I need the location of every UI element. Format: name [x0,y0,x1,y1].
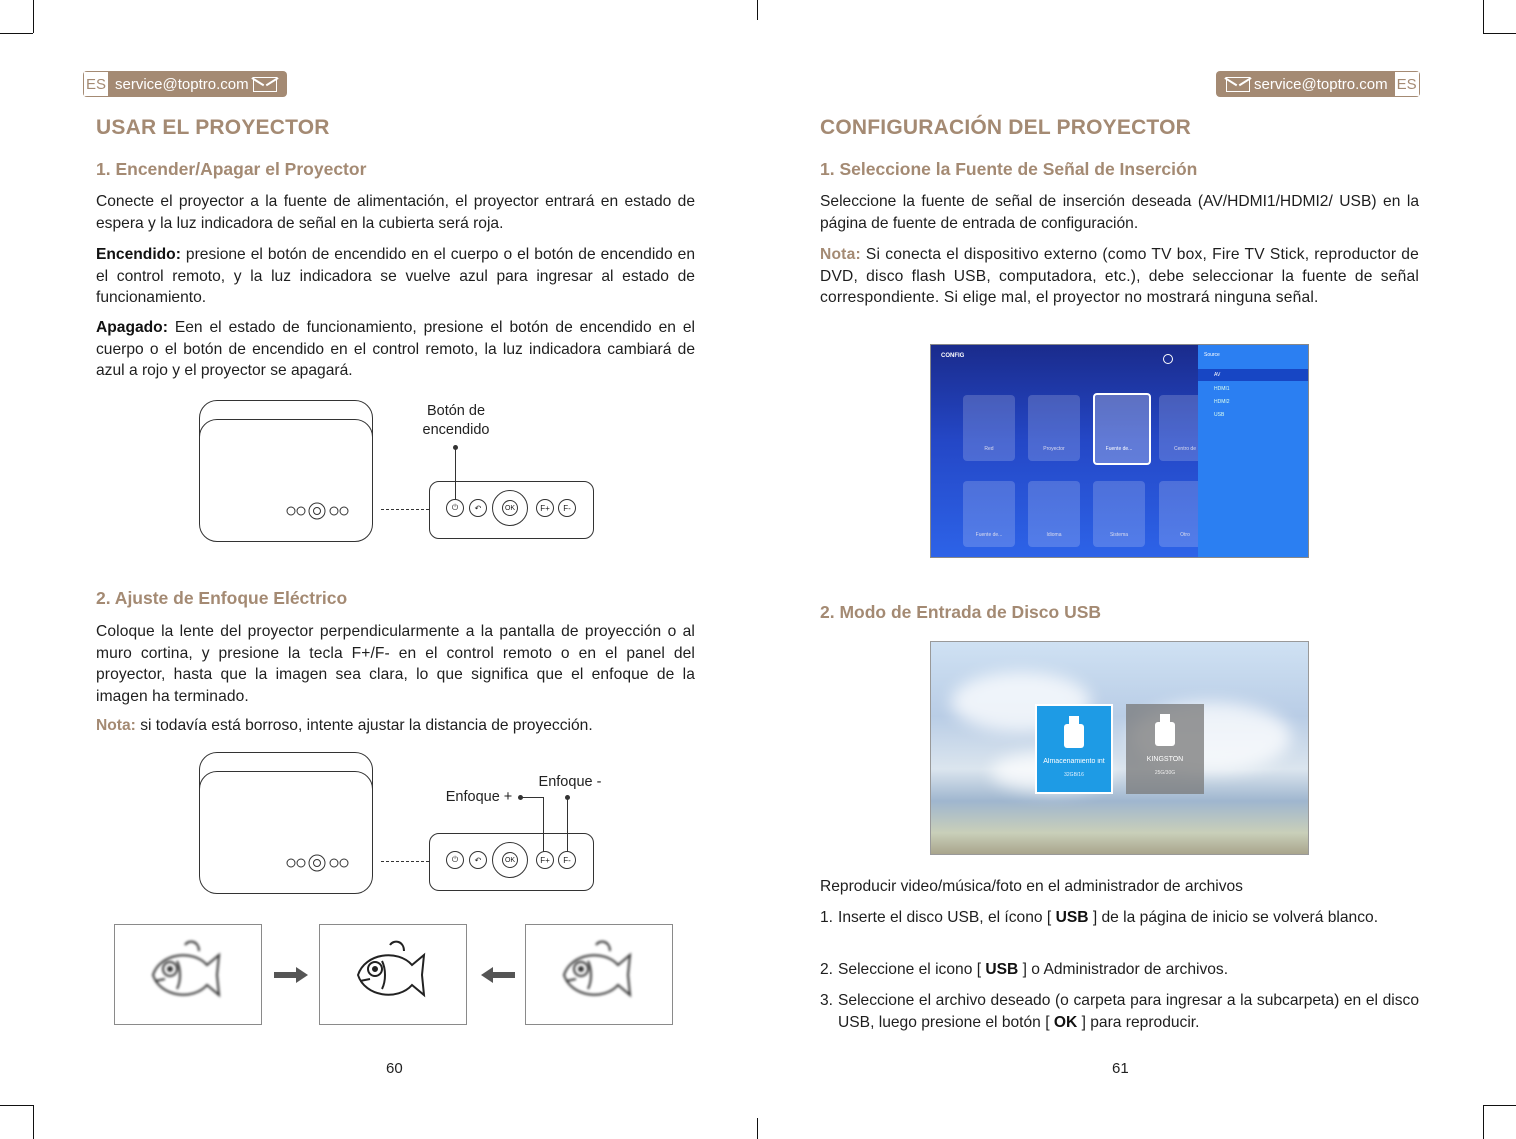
step-key: OK [1053,1013,1078,1031]
step-text-pre: Seleccione el archivo deseado (o carpeta para ingresar a la subcarpeta) en el disco USB, luego presione el botón [ [838,992,1419,1031]
fish-icon [320,925,466,1024]
tile-label: Sistema [1109,532,1129,538]
usb-storage-tile [1126,704,1204,794]
tile-label: Proyector [1043,446,1065,452]
focus-minus-label: Enfoque - [538,774,602,790]
step-text-post: ] para reproducir. [1077,1013,1200,1031]
dashed-connector [381,861,429,862]
language-tag: ES [83,71,109,97]
leader-line [455,448,456,500]
focus-minus-button: F- [558,499,576,517]
focus-plus-button: F+ [536,851,554,869]
menu-title: Source [1204,352,1220,358]
ok-button: OK [502,852,518,868]
note-text: si todavía está borroso, intente ajustar la distancia de proyección. [135,717,593,734]
focus-plus-button: F+ [536,499,554,517]
blurry-image-frame [525,924,673,1025]
arrow-left-icon [477,965,517,985]
step-number: 2. [820,961,834,978]
page-number: 60 [386,1060,403,1077]
fish-icon [526,925,672,1024]
section-heading: 2. Modo de Entrada de Disco USB [820,602,1102,622]
paragraph [96,715,695,737]
tile-label: Idioma [1046,532,1062,538]
crop-mark [1483,1105,1484,1139]
crop-mark [757,0,758,20]
focus-minus-button: F- [558,851,576,869]
note-label: Nota: [96,717,136,734]
usb-capacity: 25G/30G [1154,770,1176,776]
crop-mark [1483,33,1516,34]
crop-mark [33,1105,34,1139]
sharp-image-frame [319,924,467,1025]
section-heading: 1. Encender/Apagar el Proyector [96,159,367,179]
language-tag: ES [1394,71,1420,97]
step-number: 3. [820,992,834,1009]
tile-label: Centro de [1174,446,1196,452]
projector-body [199,419,373,542]
paragraph-text: Een el estado de funcionamiento, presione el botón de encendido en el cuerpo o el botón de encendido en el control remoto, la luz indicadora cambiará de azul a rojo y el proyector se apagará. [96,319,695,380]
usb-name: Almacenamiento int [1043,758,1105,765]
tile-label: Otro [1180,532,1190,538]
crop-mark [0,1105,33,1106]
menu-item: HDMI1 [1214,386,1230,392]
page-number: 61 [1112,1060,1129,1077]
paragraph [96,317,695,382]
step-text-post: ] de la página de inicio se volverá blanco. [1088,909,1379,926]
note-text: Si conecta el dispositivo externo (como TV box, Fire TV Stick, reproductor de DVD, disco flash USB, computadora, etc.), debe seleccionar la fuente de señal correspondiente. Si elige mal, el proyector no mostrará ninguna señal. [820,246,1419,307]
step-text-pre: Seleccione el icono [ [838,961,986,978]
usb-drive-icon [1063,716,1085,748]
blurry-image-frame [114,924,262,1025]
tile-fuente [1093,393,1151,465]
header-email-badge [1216,71,1420,97]
list-item [820,990,1419,1033]
page-title: CONFIGURACIÓN DEL PROYECTOR [820,116,1191,139]
list-item [820,959,1419,981]
dashed-connector [381,509,429,510]
step-text-pre: Inserte el disco USB, el ícono [ [838,909,1056,926]
term-label: Encendido: [96,246,181,263]
paragraph: Reproducir video/música/foto en el administrador de archivos [820,878,1243,895]
arrow-right-icon [272,965,312,985]
ok-button: OK [502,500,518,516]
envelope-icon [1226,77,1250,92]
crop-mark [1483,0,1484,33]
crop-mark [757,1118,758,1139]
back-icon: ↶ [469,499,487,517]
usb-storage-tile [1035,704,1113,794]
list-item [820,907,1419,929]
email-text: service@toptro.com [1254,75,1388,93]
power-icon: ⏻ [446,499,464,517]
config-screenshot [930,344,1309,558]
dpad-icon [492,842,528,878]
crop-mark [1483,1105,1516,1106]
screen-title: CONFIG [941,353,965,359]
term-label: Apagado: [96,319,168,336]
tile-label: Red [984,446,994,452]
focus-plus-label: Enfoque + [445,789,513,805]
section-heading: 2. Ajuste de Enfoque Eléctrico [96,588,348,608]
leader-line [543,797,544,852]
tile-label: Fuente de... [1105,446,1133,452]
power-button-label [404,402,508,440]
source-menu [1198,345,1309,558]
menu-item: HDMI2 [1214,399,1230,405]
envelope-icon [253,77,277,92]
section-heading: 1. Seleccione la Fuente de Señal de Inserción [820,159,1198,179]
header-email-badge [83,71,287,97]
leader-line [567,797,568,852]
leader-line [520,797,544,798]
dpad-icon [492,490,528,526]
projector-mini-panel [285,853,351,873]
paragraph-text: presione el botón de encendido en el cuerpo o el botón de encendido en el control remoto, y la luz indicadora se vuelve azul para ingresar al estado de funcionamiento. [96,246,695,307]
back-icon: ↶ [469,851,487,869]
paragraph: Conecte el proyector a la fuente de alimentación, el proyector entrará en estado de espera y la luz indicadora de señal en la cubierta será roja. [96,193,695,232]
support-email [109,71,287,97]
fish-icon [115,925,261,1024]
projector-mini-panel [285,501,351,521]
projector-body [199,771,373,894]
step-text [838,959,1419,981]
usb-name: KINGSTON [1146,756,1184,763]
crop-mark [0,33,33,34]
label-line: encendido [422,422,490,438]
paragraph: Seleccione la fuente de señal de inserción deseada (AV/HDMI1/HDMI2/ USB) en la página de fuente de entrada de configuración. [820,193,1419,232]
menu-item: AV [1214,372,1221,378]
label-line: Botón de [426,403,486,419]
step-text [838,990,1419,1033]
note-label: Nota: [820,246,861,263]
step-key: USB [1055,909,1089,926]
crop-mark [33,0,34,33]
paragraph: Coloque la lente del proyector perpendicularmente a la pantalla de proyección o al muro cortina, y presione la tecla F+/F- en el control remoto o en el panel del proyector, hasta que la imagen sea clara, lo que significa que el enfoque de la imagen ha terminado. [96,623,695,705]
paragraph [96,244,695,309]
paragraph [820,244,1419,309]
menu-item: USB [1214,412,1225,418]
step-key: USB [985,961,1019,978]
usb-capacity: 32GB/16 [1064,772,1084,778]
support-email [1216,71,1394,97]
email-text: service@toptro.com [115,75,249,93]
step-text [838,907,1419,929]
settings-icon [1163,354,1173,364]
page-title: USAR EL PROYECTOR [96,116,330,139]
step-text-post: ] o Administrador de archivos. [1018,961,1229,978]
step-number: 1. [820,909,834,926]
usb-drive-icon [1154,714,1176,746]
power-icon: ⏻ [446,851,464,869]
tile-label: Fuente de... [975,532,1003,538]
usb-screenshot [930,641,1309,855]
